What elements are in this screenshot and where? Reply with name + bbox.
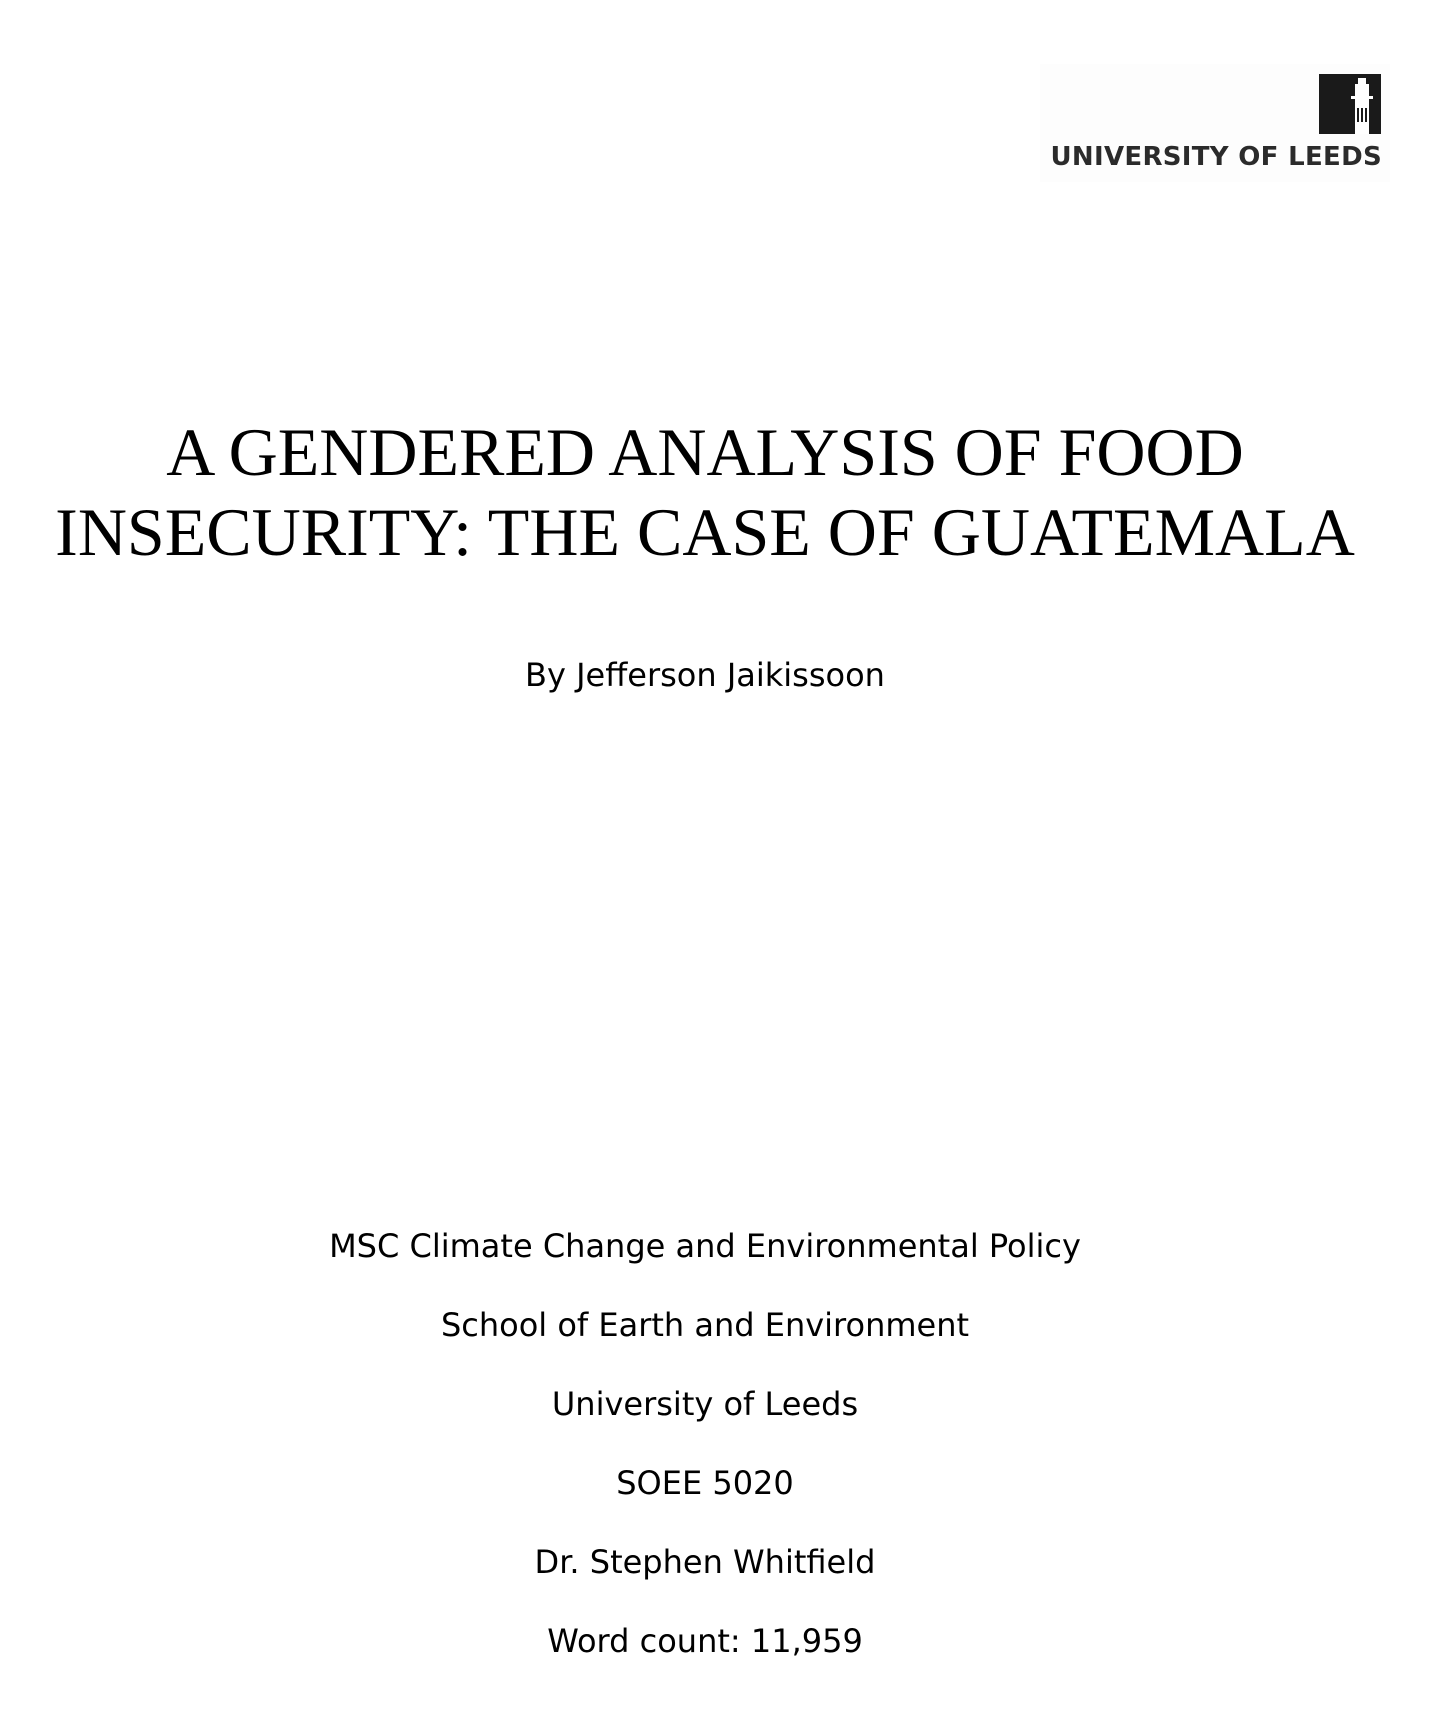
supervisor-line: Dr. Stephen Whitfield — [534, 1543, 876, 1581]
title-line-2: INSECURITY: THE CASE OF GUATEMALA — [55, 494, 1355, 570]
document-title — [0, 412, 1410, 572]
university-tower-icon — [1319, 74, 1381, 134]
university-line: University of Leeds — [551, 1385, 859, 1423]
module-code-line: SOEE 5020 — [616, 1464, 794, 1502]
submission-details — [0, 1222, 1410, 1696]
university-logo-text: UNIVERSITY OF LEEDS — [1050, 142, 1382, 172]
title-line-1: A GENDERED ANALYSIS OF FOOD — [166, 414, 1244, 490]
author-line: By Jefferson Jaikissoon — [525, 656, 885, 694]
school-line: School of Earth and Environment — [440, 1306, 970, 1344]
programme-line: MSC Climate Change and Environmental Policy — [329, 1227, 1081, 1265]
word-count-line: Word count: 11,959 — [547, 1622, 863, 1660]
university-logo — [1040, 64, 1390, 182]
